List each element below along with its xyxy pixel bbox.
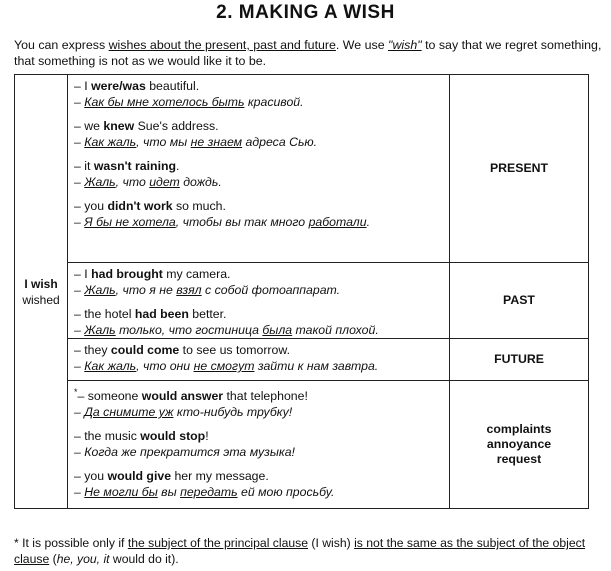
example-pair xyxy=(74,266,443,298)
example-pair xyxy=(74,342,443,374)
page-title: 2. MAKING A WISH xyxy=(216,2,395,23)
bold-phrase: would stop xyxy=(140,429,206,444)
underlined-phrase: не смогут xyxy=(193,359,255,373)
intro-paragraph xyxy=(14,37,604,69)
bold-phrase: wasn't raining xyxy=(93,159,177,173)
footnote xyxy=(14,535,604,567)
english-example: – you would give her my message. xyxy=(74,469,269,484)
example-pair xyxy=(74,384,443,420)
english-example: – you didn't work so much. xyxy=(74,199,226,213)
category-label: FUTURE xyxy=(494,352,544,366)
category-cell xyxy=(450,263,589,339)
russian-translation: – Как бы мне хотелось быть красивой. xyxy=(74,95,304,109)
underlined-phrase: взял xyxy=(176,283,202,297)
bold-phrase: were/was xyxy=(91,79,146,93)
category-label: complaints xyxy=(486,422,552,436)
intro-wish-word: "wish" xyxy=(388,38,422,52)
underlined-phrase: Как жаль xyxy=(84,135,137,149)
example-pair xyxy=(74,198,443,230)
section-row xyxy=(15,75,589,263)
category-cell xyxy=(450,339,589,381)
examples-cell xyxy=(68,263,450,339)
russian-translation: – Жаль только, что гостиница была такой плохой. xyxy=(74,323,379,337)
bold-phrase: would answer xyxy=(141,389,224,404)
section-row xyxy=(15,339,589,381)
category-cell xyxy=(450,381,589,509)
underlined-phrase: передать xyxy=(180,485,238,500)
wish-table xyxy=(14,74,589,509)
underlined-phrase: Я бы не хотела xyxy=(84,215,176,229)
example-pair xyxy=(74,78,443,110)
underlined-phrase: Жаль xyxy=(84,283,116,297)
russian-translation: – Да снимите уж кто-нибудь трубку! xyxy=(74,405,293,420)
intro-underlined-phrase: wishes about the present, past and future xyxy=(108,38,336,52)
underlined-phrase: не знаем xyxy=(190,135,243,149)
footnote-underlined: the subject of the principal clause xyxy=(127,536,309,550)
intro-text: You can express xyxy=(14,38,109,52)
examples-cell xyxy=(68,339,450,381)
russian-translation: – Как жаль, что они не смогут зайти к нам завтра. xyxy=(74,359,379,373)
underlined-phrase: идет xyxy=(149,175,180,189)
russian-translation: – Жаль, что я не взял с собой фотоаппарат. xyxy=(74,283,341,297)
footnote-underlined: is not the same as the subject of the object clause xyxy=(14,536,586,566)
footnote-text: (I wish) xyxy=(308,536,355,550)
underlined-phrase: Как жаль xyxy=(84,359,137,373)
footnote-marker: * xyxy=(74,387,78,397)
example-pair xyxy=(74,158,443,190)
underlined-phrase: была xyxy=(262,323,293,337)
bold-phrase: could come xyxy=(110,343,180,357)
russian-translation: – Я бы не хотела, чтобы вы так много работали. xyxy=(74,215,370,229)
bold-phrase: didn't work xyxy=(107,199,173,213)
bold-phrase: had been xyxy=(134,307,189,321)
russian-translation: – Не могли бы вы передать ей мою просьбу. xyxy=(74,485,335,500)
english-example: – it wasn't raining. xyxy=(74,159,180,173)
wish-label-cell xyxy=(15,75,68,509)
wished-label: wished xyxy=(22,292,60,307)
underlined-phrase: Не могли бы xyxy=(84,485,158,500)
english-example: – we knew Sue's address. xyxy=(74,119,219,133)
section-row xyxy=(15,263,589,339)
category-label: annoyance xyxy=(486,437,552,451)
example-pair xyxy=(74,118,443,150)
english-example: *– someone would answer that telephone! xyxy=(74,387,308,404)
intro-text: . We use xyxy=(335,38,389,52)
wish-label: I wish xyxy=(24,276,58,291)
english-example: – I had brought my camera. xyxy=(74,267,231,281)
russian-translation: – Когда же прекратится эта музыка! xyxy=(74,445,295,460)
footnote-text: ( xyxy=(49,552,57,566)
underlined-phrase: работали xyxy=(308,215,367,229)
footnote-text: would do it). xyxy=(109,552,179,566)
underlined-phrase: Да снимите уж xyxy=(84,405,174,420)
english-example: – the music would stop! xyxy=(74,429,209,444)
examples-cell xyxy=(68,381,450,509)
russian-translation: – Жаль, что идет дождь. xyxy=(74,175,222,189)
underlined-phrase: Как бы мне хотелось быть xyxy=(84,95,245,109)
examples-cell xyxy=(68,75,450,263)
example-pair xyxy=(74,468,443,500)
category-cell xyxy=(450,75,589,263)
example-pair xyxy=(74,428,443,460)
category-label: request xyxy=(496,452,542,466)
english-example: – they could come to see us tomorrow. xyxy=(74,343,290,357)
intro-text: to say that we regret something, that something is not as we would like it to be. xyxy=(14,38,602,68)
english-example: – the hotel had been better. xyxy=(74,307,227,321)
footnote-italic: he, you, it xyxy=(56,552,110,566)
english-example: – I were/was beautiful. xyxy=(74,79,200,93)
example-pair xyxy=(74,306,443,338)
bold-phrase: had brought xyxy=(91,267,163,281)
section-row xyxy=(15,381,589,509)
category-label: PAST xyxy=(503,293,535,307)
footnote-text: * It is possible only if xyxy=(14,536,128,550)
underlined-phrase: Жаль xyxy=(84,323,116,337)
category-label: PRESENT xyxy=(489,161,549,175)
underlined-phrase: Жаль xyxy=(84,175,116,189)
bold-phrase: knew xyxy=(103,119,135,133)
bold-phrase: would give xyxy=(107,469,172,484)
russian-translation: – Как жаль, что мы не знаем адреса Сью. xyxy=(74,135,318,149)
